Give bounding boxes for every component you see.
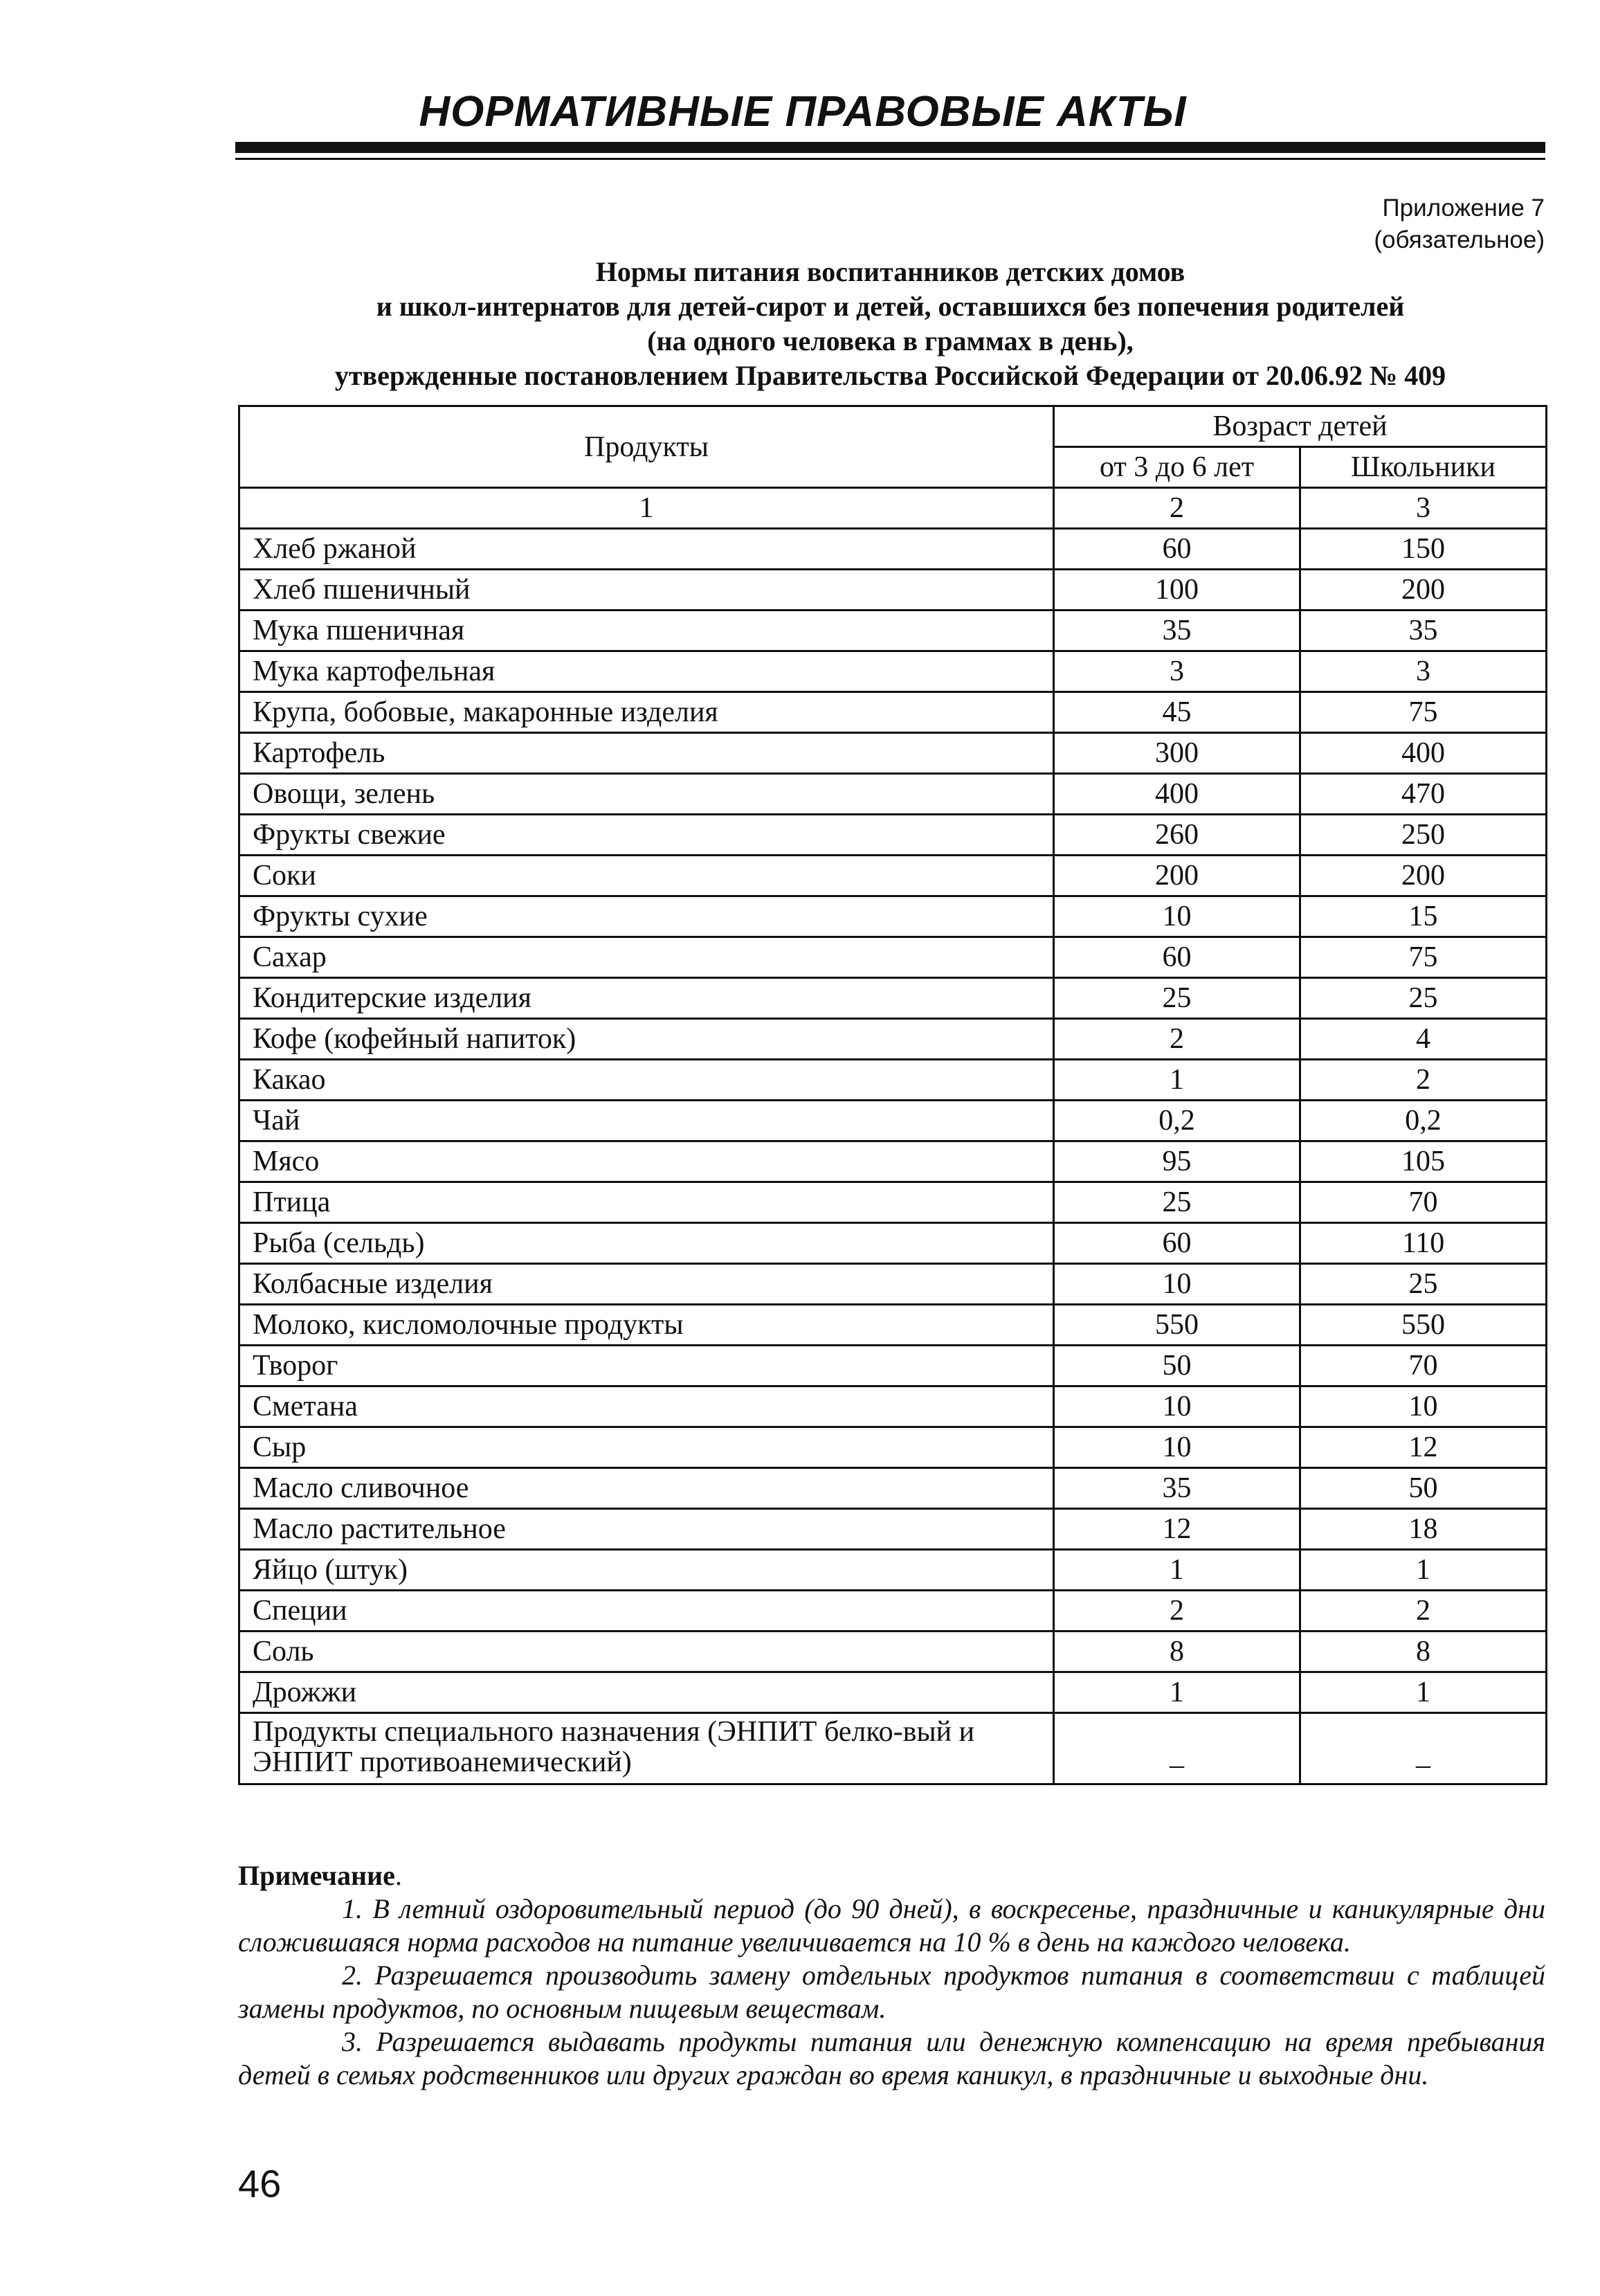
cell-product: Мука пшеничная: [239, 611, 1054, 651]
document-title-line-4: утвержденные постановлением Правительства Российской Федерации от 20.06.92 № 409: [334, 360, 1446, 391]
note-item-3: 3. Разрешается выдавать продукты питания или денежную компенсацию на время пребывания детей в семьях родственников или других граждан во время каникул, в праздничные и выходные дни.: [238, 2026, 1545, 2090]
cell-school: 18: [1300, 1509, 1547, 1550]
cell-school: 70: [1300, 1182, 1547, 1223]
cell-product: Мясо: [239, 1141, 1054, 1182]
cell-age-3-6: 10: [1054, 896, 1300, 937]
cell-age-3-6: 200: [1054, 856, 1300, 896]
cell-product: Сыр: [239, 1427, 1054, 1468]
table-row: [239, 1346, 1547, 1386]
section-header-title: НОРМАТИВНЫЕ ПРАВОВЫЕ АКТЫ: [419, 88, 1187, 136]
column-header-products: Продукты: [239, 406, 1054, 488]
cell-product: Творог: [239, 1346, 1054, 1386]
cell-age-3-6: 35: [1054, 1468, 1300, 1509]
table-row: [239, 1427, 1547, 1468]
document-title: [235, 255, 1545, 393]
cell-age-3-6: 8: [1054, 1631, 1300, 1672]
cell-school: 250: [1300, 815, 1547, 856]
cell-product: Колбасные изделия: [239, 1264, 1054, 1305]
appendix-number: Приложение 7: [1382, 195, 1545, 222]
cell-school: 75: [1300, 937, 1547, 978]
cell-product: Яйцо (штук): [239, 1550, 1054, 1591]
cell-age-3-6: 35: [1054, 611, 1300, 651]
table-row: [239, 1060, 1547, 1101]
cell-age-3-6: 10: [1054, 1264, 1300, 1305]
cell-school: 1: [1300, 1550, 1547, 1591]
cell-age-3-6: 45: [1054, 692, 1300, 733]
cell-school: 2: [1300, 1060, 1547, 1101]
cell-product: Картофель: [239, 733, 1054, 774]
cell-product: Специи: [239, 1591, 1054, 1631]
cell-school: 25: [1300, 1264, 1547, 1305]
note-item-2: 2. Разрешается производить замену отдельных продуктов питания в соответствии с таблицей замены продуктов, по основным пищевым веществам.: [238, 1960, 1545, 2024]
notes-section: [238, 1859, 1545, 2092]
table-row: [239, 733, 1547, 774]
cell-product: Сметана: [239, 1386, 1054, 1427]
table-row: [239, 1101, 1547, 1141]
table-row: [239, 1223, 1547, 1264]
table-row: [239, 856, 1547, 896]
column-number-2: 2: [1054, 488, 1300, 529]
table-row: [239, 1182, 1547, 1223]
cell-age-3-6: 95: [1054, 1141, 1300, 1182]
nutrition-norms-table: [238, 405, 1547, 1785]
header-rule-thin: [235, 158, 1545, 160]
cell-age-3-6: 260: [1054, 815, 1300, 856]
cell-school: 25: [1300, 978, 1547, 1019]
cell-age-3-6: 10: [1054, 1427, 1300, 1468]
table-row: [239, 570, 1547, 611]
table-row: [239, 1386, 1547, 1427]
table-row: [239, 1509, 1547, 1550]
cell-product: Масло растительное: [239, 1509, 1054, 1550]
notes-heading-suffix: .: [394, 1860, 402, 1891]
cell-school: 8: [1300, 1631, 1547, 1672]
table-row: [239, 1550, 1547, 1591]
cell-school: 12: [1300, 1427, 1547, 1468]
cell-school: 35: [1300, 611, 1547, 651]
cell-school: 200: [1300, 856, 1547, 896]
column-header-age-3-6: от 3 до 6 лет: [1054, 447, 1300, 488]
cell-product: Сахар: [239, 937, 1054, 978]
cell-product: Рыба (сельдь): [239, 1223, 1054, 1264]
cell-school: 0,2: [1300, 1101, 1547, 1141]
cell-age-3-6: 100: [1054, 570, 1300, 611]
table-row: [239, 896, 1547, 937]
table-row: [239, 978, 1547, 1019]
table-row: [239, 815, 1547, 856]
header-rule-thick: [235, 142, 1545, 153]
cell-product: Крупа, бобовые, макаронные изделия: [239, 692, 1054, 733]
cell-product: Продукты специального назначения (ЭНПИТ белко-вый и ЭНПИТ противоанемический): [239, 1713, 1054, 1784]
cell-product: Овощи, зелень: [239, 774, 1054, 815]
cell-product: Птица: [239, 1182, 1054, 1223]
cell-product: Соль: [239, 1631, 1054, 1672]
cell-school: 15: [1300, 896, 1547, 937]
table-body: [239, 529, 1547, 1784]
cell-product: Хлеб ржаной: [239, 529, 1054, 570]
appendix-status: (обязательное): [1374, 226, 1545, 253]
cell-product: Чай: [239, 1101, 1054, 1141]
cell-school: 2: [1300, 1591, 1547, 1631]
cell-age-3-6: –: [1054, 1713, 1300, 1784]
cell-product: Соки: [239, 856, 1054, 896]
cell-product: Дрожжи: [239, 1672, 1054, 1713]
table-row: [239, 1264, 1547, 1305]
notes-heading: Примечание: [238, 1860, 395, 1891]
cell-age-3-6: 25: [1054, 978, 1300, 1019]
page-number: 46: [238, 2162, 282, 2205]
cell-school: 4: [1300, 1019, 1547, 1060]
cell-product: Кондитерские изделия: [239, 978, 1054, 1019]
cell-age-3-6: 2: [1054, 1591, 1300, 1631]
cell-school: 1: [1300, 1672, 1547, 1713]
document-title-line-2: и школ-интернатов для детей-сирот и детей, оставшихся без попечения родителей: [376, 291, 1405, 322]
cell-school: 75: [1300, 692, 1547, 733]
document-title-line-3: (на одного человека в граммах в день),: [647, 325, 1134, 356]
cell-product: Масло сливочное: [239, 1468, 1054, 1509]
cell-age-3-6: 10: [1054, 1386, 1300, 1427]
table-row: [239, 651, 1547, 692]
cell-age-3-6: 1: [1054, 1672, 1300, 1713]
cell-school: 50: [1300, 1468, 1547, 1509]
cell-school: 150: [1300, 529, 1547, 570]
cell-age-3-6: 60: [1054, 529, 1300, 570]
cell-product: Какао: [239, 1060, 1054, 1101]
table-row: [239, 937, 1547, 978]
appendix-label: [1374, 192, 1545, 256]
cell-school: 200: [1300, 570, 1547, 611]
cell-school: 105: [1300, 1141, 1547, 1182]
document-title-line-1: Нормы питания воспитанников детских домов: [595, 256, 1185, 287]
table-row: [239, 692, 1547, 733]
cell-product: Мука картофельная: [239, 651, 1054, 692]
cell-age-3-6: 60: [1054, 937, 1300, 978]
cell-school: 400: [1300, 733, 1547, 774]
cell-school: 70: [1300, 1346, 1547, 1386]
table-row: [239, 1468, 1547, 1509]
cell-school: 3: [1300, 651, 1547, 692]
column-header-age-group: Возраст детей: [1054, 406, 1547, 447]
table-row: [239, 774, 1547, 815]
cell-age-3-6: 2: [1054, 1019, 1300, 1060]
cell-school: 110: [1300, 1223, 1547, 1264]
cell-product: Молоко, кисломолочные продукты: [239, 1305, 1054, 1346]
cell-age-3-6: 25: [1054, 1182, 1300, 1223]
note-item-1: 1. В летний оздоровительный период (до 90 дней), в воскресенье, праздничные и каникулярные дни сложившаяся норма расходов на питание увеличивается на 10 % в день на каждого человека.: [238, 1893, 1545, 1958]
cell-school: 10: [1300, 1386, 1547, 1427]
cell-age-3-6: 1: [1054, 1060, 1300, 1101]
cell-age-3-6: 0,2: [1054, 1101, 1300, 1141]
table-row: [239, 1672, 1547, 1713]
cell-school: 470: [1300, 774, 1547, 815]
cell-age-3-6: 1: [1054, 1550, 1300, 1591]
table-row: [239, 529, 1547, 570]
cell-product: Фрукты свежие: [239, 815, 1054, 856]
cell-age-3-6: 550: [1054, 1305, 1300, 1346]
column-number-1: 1: [239, 488, 1054, 529]
table-row: [239, 1305, 1547, 1346]
table-row: [239, 1019, 1547, 1060]
cell-age-3-6: 300: [1054, 733, 1300, 774]
cell-age-3-6: 12: [1054, 1509, 1300, 1550]
cell-age-3-6: 50: [1054, 1346, 1300, 1386]
cell-age-3-6: 3: [1054, 651, 1300, 692]
cell-school: –: [1300, 1713, 1547, 1784]
table-row: [239, 1591, 1547, 1631]
cell-product: Хлеб пшеничный: [239, 570, 1054, 611]
cell-age-3-6: 400: [1054, 774, 1300, 815]
cell-product: Фрукты сухие: [239, 896, 1054, 937]
table-row: [239, 611, 1547, 651]
cell-product: Кофе (кофейный напиток): [239, 1019, 1054, 1060]
column-header-schoolchildren: Школьники: [1300, 447, 1547, 488]
cell-school: 550: [1300, 1305, 1547, 1346]
table-row: [239, 1631, 1547, 1672]
cell-age-3-6: 60: [1054, 1223, 1300, 1264]
column-number-3: 3: [1300, 488, 1547, 529]
table-row: [239, 1141, 1547, 1182]
table-row-special: [239, 1713, 1547, 1784]
